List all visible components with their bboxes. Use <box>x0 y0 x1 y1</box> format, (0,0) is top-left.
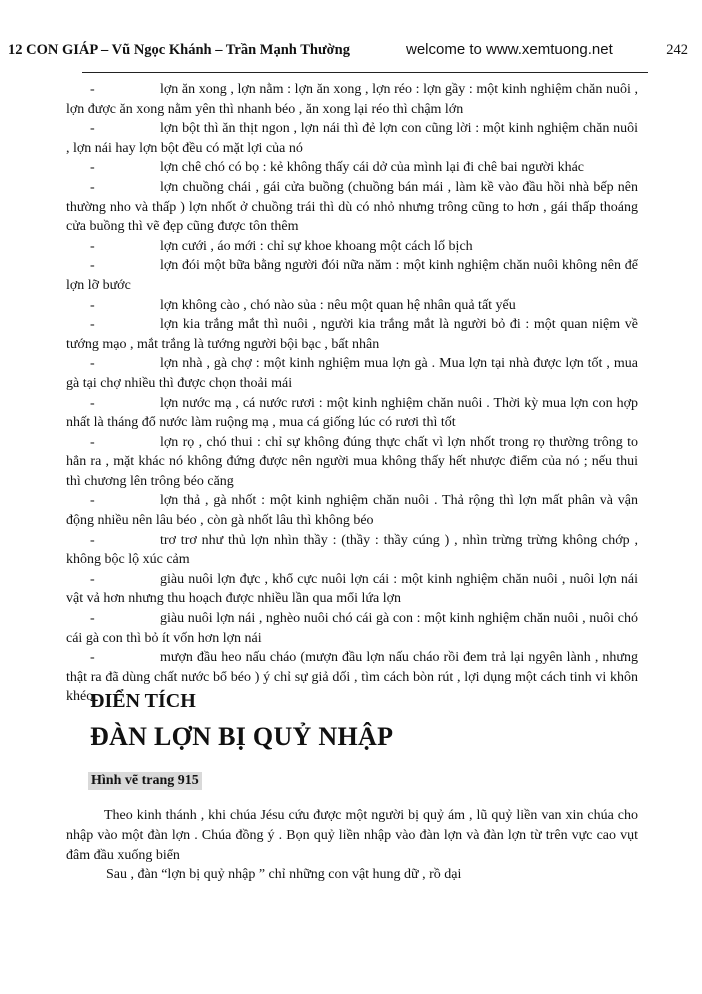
list-item <box>66 256 638 295</box>
list-item-text: lợn đói một bữa bằng người đói nữa năm : một kinh nghiệm chăn nuôi không nên để lợn lỡ bước <box>66 258 638 293</box>
list-item <box>66 531 638 570</box>
list-item-text: lợn không cào , chó nào sủa : nêu một quan hệ nhân quả tất yếu <box>160 297 516 313</box>
list-dash: - <box>90 493 95 509</box>
list-item <box>66 491 638 530</box>
list-item <box>66 237 638 257</box>
list-item <box>66 178 638 237</box>
list-dash: - <box>90 611 95 627</box>
header-divider <box>82 72 648 73</box>
list-item-text: lợn bột thì ăn thịt ngon , lợn nái thì đẻ lợn con cũng lời : một kinh nghiệm chăn nuôi , lợn nái hay lợn bột đều có mặt lợi của nó <box>66 121 638 156</box>
story-text <box>66 806 638 885</box>
list-item <box>66 433 638 492</box>
list-item <box>66 119 638 158</box>
list-item <box>66 354 638 393</box>
list-item-text: trơ trơ như thủ lợn nhìn thầy : (thầy : thầy cúng ) , nhìn trừng trừng không chớp , không bộc lộ xúc cảm <box>66 532 638 568</box>
list-dash: - <box>90 258 95 274</box>
list-dash: - <box>90 434 95 450</box>
list-item-text: lợn cưới , áo mới : chỉ sự khoe khoang một cách lố bịch <box>160 238 473 254</box>
list-item <box>66 570 638 609</box>
list-item <box>66 158 638 178</box>
website-link[interactable]: welcome to www.xemtuong.net <box>406 41 613 58</box>
list-item-text: giàu nuôi lợn đực , khổ cực nuôi lợn cái : một kinh nghiệm chăn nuôi , nuôi lợn nái vật vả hơn nhưng thu hoạch được nhiều lần qua mổi lứa lợn <box>66 571 638 607</box>
list-item-text: lợn ăn xong , lợn nằm : lợn ăn xong , lợn réo : lợn gầy : một kinh nghiệm chăn nuôi , lợn được ăn xong nằm yên thì nhanh béo , ăn xong lại réo thì chậm lớn <box>66 82 638 117</box>
list-item-text: lợn thả , gà nhốt : một kinh nghiệm chăn nuôi . Thả rộng thì lợn mất phân và vận động nhiều nên lâu béo , còn gà nhốt lâu thì không béo <box>66 493 638 529</box>
list-item-text: mượn đầu heo nấu cháo (mượn đầu lợn nấu cháo rồi đem trả lại ngyên lành , nhưng thật ra đã dùng chất nước bổ béo ) ý chỉ sự giả dối , tìm cách bòn rút , lợi dụng một cách tinh vi khôn khéo <box>66 650 638 705</box>
book-title: 12 CON GIÁP – Vũ Ngọc Khánh – Trần Mạnh Thường <box>8 42 350 58</box>
page-header <box>8 42 688 64</box>
list-item <box>66 394 638 433</box>
list-item-text: lợn nước mạ , cá nước rươi : một kinh nghiệm chăn nuôi . Thời kỳ mua lợn con hợp nhất là tháng đổ nước làm ruộng mạ , mua cá giống lúc có rươi thì tốt <box>66 395 638 431</box>
story-paragraph: Sau , đàn “lợn bị quỷ nhập ” chỉ những con vật hung dữ , rồ dại <box>106 867 462 883</box>
list-dash: - <box>90 571 95 587</box>
list-item <box>66 296 638 316</box>
list-dash: - <box>90 82 95 97</box>
section-label: ĐIỂN TÍCH <box>90 690 196 712</box>
list-item-text: lợn nhà , gà chợ : một kinh nghiệm mua lợn gà . Mua lợn tại nhà được lợn tốt , mua gà tại chợ nhiều thì được chọn thoải mái <box>66 356 638 391</box>
list-dash: - <box>90 650 95 666</box>
figure-reference: Hình vẽ trang 915 <box>88 772 202 790</box>
list-item <box>66 609 638 648</box>
list-item-text: giàu nuôi lợn nái , nghèo nuôi chó cái gà con : một kinh nghiệm chăn nuôi , nuôi chó cái gà con thì bỏ ít vốn hơn lợn nái <box>66 611 638 646</box>
list-item-text: lợn kia trắng mắt thì nuôi , người kia trắng mắt là người bỏ đi : một quan niệm về tướng mạo , mắt trắng là tướng người bội bạc , bất nhân <box>66 317 638 352</box>
list-item <box>66 80 638 119</box>
story-paragraph: Theo kinh thánh , khi chúa Jésu cứu được một người bị quỷ ám , lũ quỷ liền van xin chúa cho nhập vào một đàn lợn . Chúa đồng ý . Bọn quỷ liền nhập vào đàn lợn và đàn lợn từ trên vực cao vụt đâm đầu xuống biển <box>66 808 638 863</box>
list-dash: - <box>90 238 95 254</box>
list-dash: - <box>90 532 95 548</box>
list-item-text: lợn rọ , chó thui : chỉ sự không đúng thực chất vì lợn nhốt trong rọ thường trông to hẳn ra , mặt khác nó không đứng được nên người mua không thấy hết nhược điểm của nó ; nếu thui thì chương lên trông béo căng <box>66 434 638 489</box>
list-dash: - <box>90 121 95 137</box>
proverb-list <box>66 80 638 707</box>
list-dash: - <box>90 395 95 411</box>
list-dash: - <box>90 179 95 195</box>
section-title: ĐÀN LỢN BỊ QUỶ NHẬP <box>90 722 394 751</box>
list-item <box>66 315 638 354</box>
list-dash: - <box>90 297 95 313</box>
page-number: 242 <box>666 42 688 58</box>
list-item-text: lợn chê chó có bọ : kẻ không thấy cái dở của mình lại đi chê bai người khác <box>160 160 585 176</box>
list-dash: - <box>90 317 95 333</box>
list-dash: - <box>90 160 95 176</box>
list-dash: - <box>90 356 95 372</box>
list-item-text: lợn chuồng chái , gái cửa buồng (chuồng bán mái , làm kề vào đầu hồi nhà bếp nên thường nho và thấp ) lợn nhốt ở chuồng trái thì dù có nhỏ nhưng trông cũng to hơn , gái thấp thoáng cửa buồng thì vẽ đẹp cũng được tôn thêm <box>66 179 638 235</box>
